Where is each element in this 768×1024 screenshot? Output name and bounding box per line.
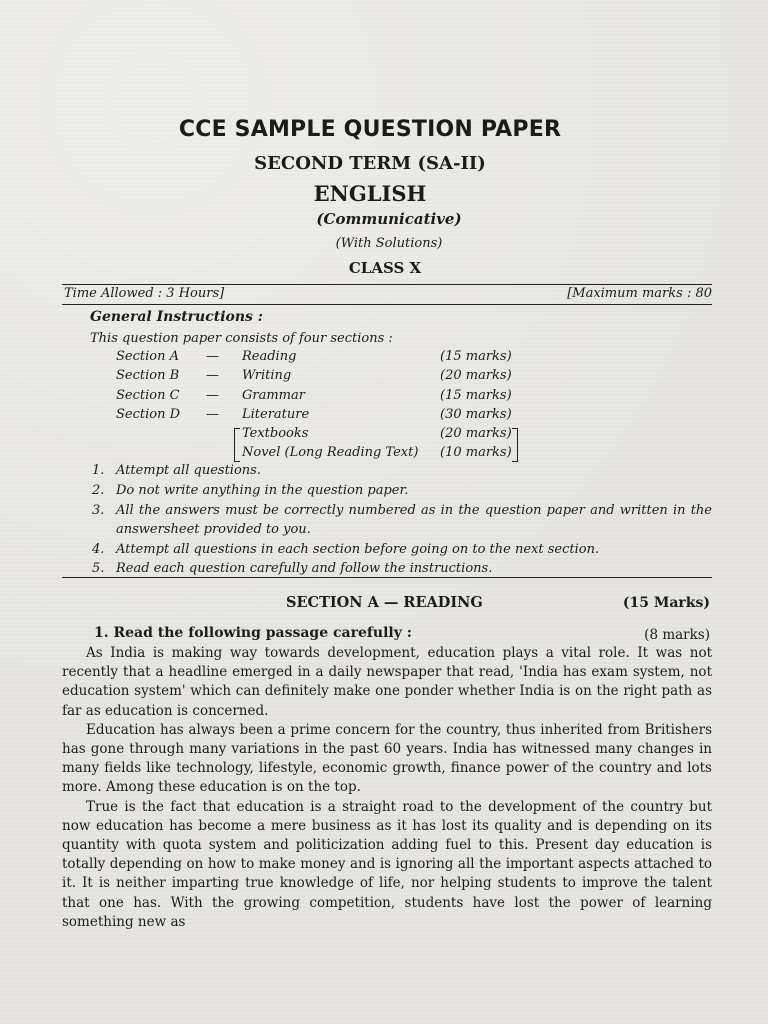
section-dash: —: [206, 349, 219, 364]
solutions-note: (With Solutions): [335, 236, 443, 251]
maximum-marks: [Maximum marks : 80: [567, 286, 712, 301]
instruction-text: All the answers must be correctly numbered as in the question paper and written in the answersheet provided to you.: [116, 503, 712, 537]
question-1-marks: (8 marks): [644, 627, 710, 643]
literature-part-marks: (10 marks): [440, 445, 512, 460]
time-allowed: Time Allowed : 3 Hours]: [64, 286, 225, 301]
instruction-number: 1.: [92, 463, 105, 478]
meta-divider: [62, 304, 712, 305]
subject-title: ENGLISH: [313, 181, 427, 206]
instruction-number: 2.: [92, 483, 105, 498]
paper-title: CCE SAMPLE QUESTION PAPER: [178, 117, 562, 142]
right-bracket: [512, 428, 518, 462]
section-name: Section A: [116, 349, 179, 364]
term-title: SECOND TERM (SA-II): [254, 153, 486, 174]
class-title: CLASS X: [348, 259, 422, 277]
general-instructions-heading: General Instructions :: [90, 309, 263, 325]
question-1-prompt: 1. Read the following passage carefully :: [94, 625, 412, 641]
literature-part-marks: (20 marks): [440, 426, 512, 441]
instruction-number: 3.: [92, 503, 105, 518]
section-topic: Reading: [242, 349, 297, 364]
left-bracket: [234, 428, 240, 462]
section-name: Section C: [116, 388, 180, 403]
subject-variant: (Communicative): [316, 210, 462, 228]
section-dash: —: [206, 368, 219, 383]
instruction-text: Attempt all questions.: [116, 463, 261, 478]
section-dash: —: [206, 407, 219, 422]
instruction-number: 4.: [92, 542, 105, 557]
section-dash: —: [206, 388, 219, 403]
passage-paragraph: True is the fact that education is a straight road to the development of the country but now education has become a mere business as it has lost its quality and is depending on its quantity with quota system and politicization adding fuel to this. Present day education is totally depending on how to make money and is ignoring all the important aspects attached to it. It is neither imparting true knowledge of life, nor helping students to improve the talent that one has. With the growing competition, students have lost the power of learning something new as: [62, 798, 712, 930]
literature-part-topic: Novel (Long Reading Text): [242, 445, 419, 460]
instruction-text: Attempt all questions in each section before going on to the next section.: [116, 542, 600, 557]
section-a-title: SECTION A — READING: [286, 594, 483, 611]
section-topic: Literature: [242, 407, 310, 422]
reading-passage: [62, 644, 712, 932]
section-name: Section B: [116, 368, 180, 383]
section-marks: (30 marks): [440, 407, 512, 422]
top-divider: [62, 284, 712, 285]
passage-paragraph: As India is making way towards development, education plays a vital role. It was not recently that a headline emerged in a daily newspaper that read, 'India has exam system, not education system' which can definitely make one ponder whether India is on the right path as far as education is concerned.: [62, 645, 712, 719]
general-instructions-intro: This question paper consists of four sections :: [90, 331, 393, 346]
section-marks: (15 marks): [440, 388, 512, 403]
passage-paragraph: Education has always been a prime concern for the country, thus inherited from Britishers has gone through many variations in the past 60 years. India has witnessed many changes in many fields like technology, lifestyle, economic growth, finance power of the country and lots more. Among these education is on the top.: [62, 721, 712, 796]
section-a-marks: (15 Marks): [622, 595, 710, 611]
instructions-divider: [62, 577, 712, 578]
section-marks: (15 marks): [440, 349, 512, 364]
section-topic: Grammar: [242, 388, 305, 403]
instruction-text: Read each question carefully and follow the instructions.: [116, 561, 493, 576]
instruction-number: 5.: [92, 561, 105, 576]
section-topic: Writing: [242, 368, 292, 383]
instruction-text: Do not write anything in the question paper.: [116, 483, 409, 498]
section-marks: (20 marks): [440, 368, 512, 383]
literature-part-topic: Textbooks: [242, 426, 309, 441]
section-name: Section D: [116, 407, 181, 422]
